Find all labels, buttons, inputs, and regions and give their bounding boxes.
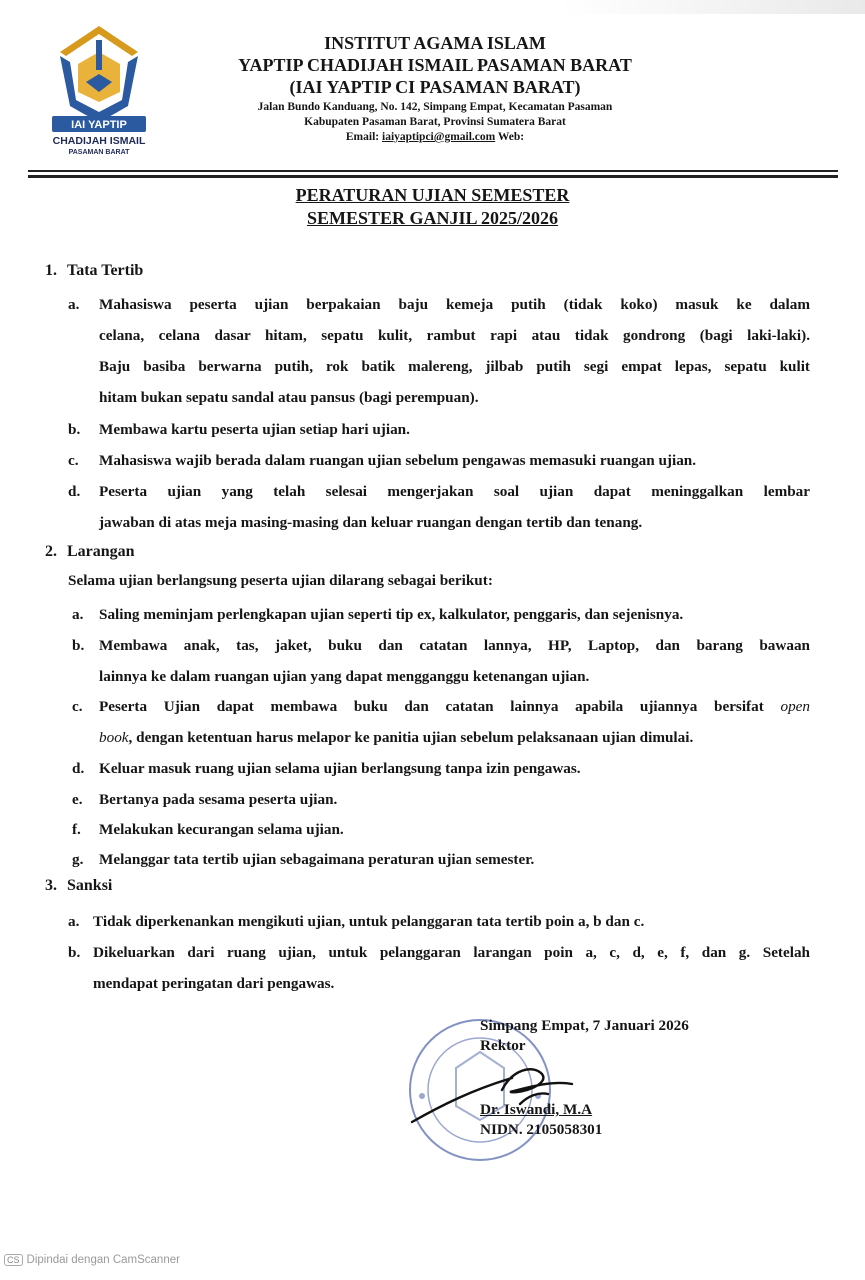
contact-line [160,130,710,145]
logo-text-top: IAI YAPTIP [71,119,127,131]
signer-role: Rektor [480,1037,526,1054]
letterhead-line2: YAPTIP CHADIJAH ISMAIL PASAMAN BARAT [238,55,632,75]
list-item: e. Bertanya pada sesama peserta ujian. [72,791,338,808]
place-date: Simpang Empat, 7 Januari 2026 [480,1017,689,1034]
letterhead [160,32,710,145]
email-label: Email: [345,131,382,143]
camscanner-icon: CS [4,1254,23,1266]
list-item: f. Melakukan kecurangan selama ujian. [72,821,344,838]
logo-text-bottom: PASAMAN BARAT [68,149,130,156]
list-item: a. Saling meminjam perlengkapan ujian seperti tip ex, kalkulator, penggaris, dan sejenisnya. [72,606,684,623]
signature-block [480,1016,689,1140]
list-item: a. Tidak diperkenankan mengikuti ujian, untuk pelanggaran tata tertib poin a, b dan c. [68,913,645,930]
letterhead-line3: (IAI YAPTIP CI PASAMAN BARAT) [289,77,581,97]
list-item: d. Keluar masuk ruang ujian selama ujian berlangsung tanpa izin pengawas. [72,760,581,777]
header-divider-thick [28,175,838,178]
list-item: c. Mahasiswa wajib berada dalam ruangan ujian sebelum pengawas memasuki ruangan ujian. [68,452,697,469]
section-lead: Selama ujian berlangsung peserta ujian dilarang sebagai berikut: [68,572,493,589]
list-item: d. Peserta ujian yang telah selesai mengerjakan soal ujian dapat meninggalkan lembar jawaban di atas meja masing-masing dan keluar ruangan dengan tertib dan tenang. [68,483,810,531]
letterhead-line1: INSTITUT AGAMA ISLAM [324,33,546,53]
logo-text-mid: CHADIJAH ISMAIL [52,135,146,147]
section-heading: 2. Larangan [45,543,135,560]
list-item: c. Peserta Ujian dapat membawa buku dan catatan lainnya apabila ujiannya bersifat open book, dengan ketentuan harus melapor ke panitia ujian sebelum pelaksanaan ujian dimulai. [72,698,810,746]
address-line2: Kabupaten Pasaman Barat, Provinsi Sumatera Barat [304,116,566,128]
section-heading: 3. Sanksi [45,877,113,894]
institution-logo [40,22,158,162]
address-line1: Jalan Bundo Kanduang, No. 142, Simpang Empat, Kecamatan Pasaman [257,101,613,113]
list-item: b. Dikeluarkan dari ruang ujian, untuk pelanggaran larangan poin a, c, d, e, f, dan g. Setelah mendapat peringatan dari pengawas. [68,944,810,992]
scanner-watermark [4,1254,180,1266]
list-item: g. Melanggar tata tertib ujian sebagaimana peraturan ujian semester. [72,851,535,868]
title-line2: SEMESTER GANJIL 2025/2026 [306,208,559,228]
signer-name: Dr. Iswandi, M.A [480,1101,593,1118]
title-line1: PERATURAN UJIAN SEMESTER [295,185,570,205]
section-heading: 1. Tata Tertib [45,262,144,279]
web-label: Web: [495,131,525,143]
list-item: a. Mahasiswa peserta ujian berpakaian baju kemeja putih (tidak koko) masuk ke dalam celana, celana dasar hitam, sepatu kulit, rambut rapi atau tidak gondrong (bagi laki-laki). Baju basiba berwarna putih, rok batik malereng, jilbab putih segi empat lepas, sepatu kulit hitam bukan sepatu sandal atau pansus (bagi perempuan). [68,296,810,406]
document-title [0,184,865,230]
signer-nidn: NIDN. 2105058301 [480,1121,603,1138]
scan-edge-shade [560,0,865,14]
watermark-text: Dipindai dengan CamScanner [26,1254,180,1266]
list-item: b. Membawa anak, tas, jaket, buku dan catatan lannya, HP, Laptop, dan barang bawaan lainnya ke dalam ruangan ujian yang dapat mengganggu ketenangan ujian. [72,637,810,685]
email-link[interactable]: iaiyaptipci@gmail.com [382,131,496,143]
header-divider-thin [28,170,838,172]
list-item: b. Membawa kartu peserta ujian setiap hari ujian. [68,421,410,438]
